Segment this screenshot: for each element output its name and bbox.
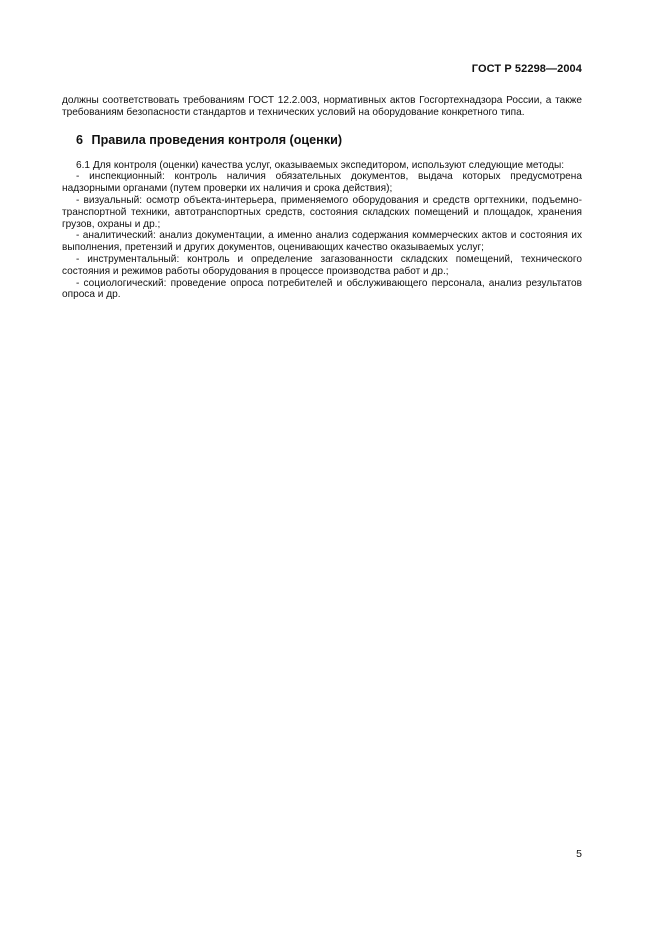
method-item-instrumental: - инструментальный: контроль и определение загазованности складских помещений, технического состояния и режимов работы оборудования в процессе производства работ и др.;: [62, 253, 582, 277]
method-item-inspection: - инспекционный: контроль наличия обязательных документов, выдача которых предусмотрена надзорными органами (путем проверки их наличия и срока действия);: [62, 171, 582, 195]
section-number: 6: [76, 132, 84, 147]
method-item-sociological: - социологический: проведение опроса потребителей и обслуживающего персонала, анализ результатов опроса и др.: [62, 277, 582, 301]
section-heading: [62, 133, 582, 148]
clause-paragraph: 6.1 Для контроля (оценки) качества услуг, оказываемых экспедитором, используют следующие методы:: [76, 159, 565, 171]
intro-paragraph: должны соответствовать требованиям ГОСТ 12.2.003, нормативных актов Госгортехнадзора России, а также требованиям безопасности стандартов и технических условий на оборудование конкретного типа.: [62, 95, 582, 118]
document-code-header: ГОСТ Р 52298—2004: [471, 63, 582, 75]
page-content: [62, 95, 582, 301]
page-number: 5: [576, 848, 582, 860]
section-title: Правила проведения контроля (оценки): [91, 132, 343, 147]
method-item-visual: - визуальный: осмотр объекта-интерьера, применяемого оборудования и средств оргтехники, подъемно-транспортной техники, автотранспортных средств, состояния складских помещений и площадок, хранения грузов, охраны и др.;: [62, 194, 582, 230]
method-item-analytical: - аналитический: анализ документации, а именно анализ содержания коммерческих актов и состояния их выполнения, претензий и других документов, оценивающих качество оказываемых услуг;: [62, 230, 582, 254]
